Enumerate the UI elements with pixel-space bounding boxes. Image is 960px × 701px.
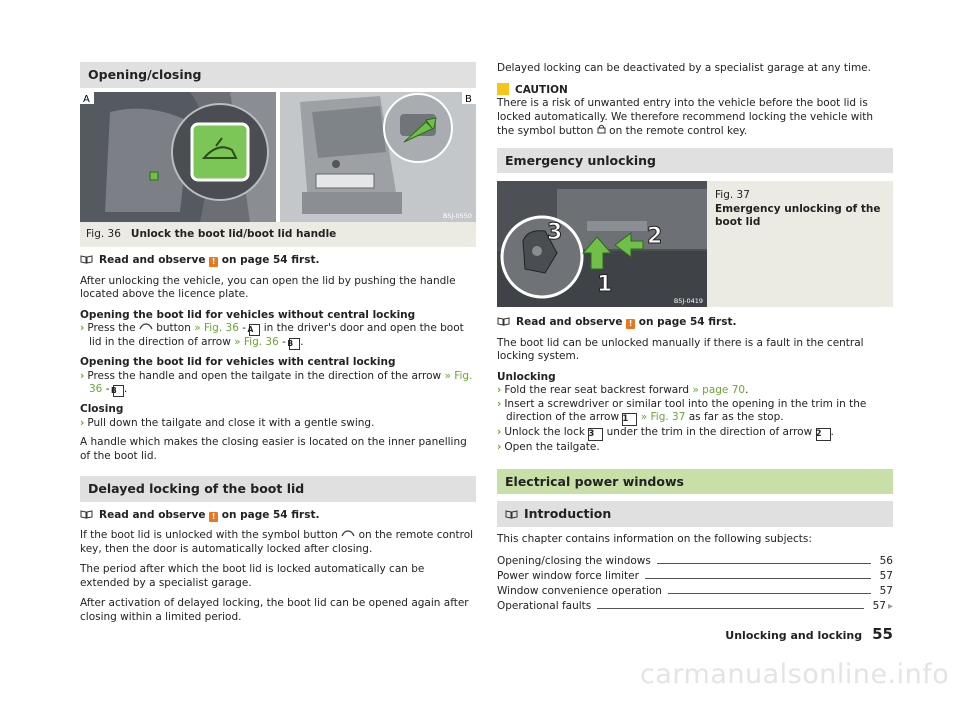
table-of-contents <box>497 553 893 613</box>
section-header-opening-closing: Opening/closing <box>80 62 476 88</box>
figure-code: B5J-0550 <box>442 211 472 220</box>
section-header-delayed-locking: Delayed locking of the boot lid <box>80 476 476 502</box>
toc-item-page: 57 <box>879 584 893 597</box>
intro-text: After unlocking the vehicle, you can open the lid by pushing the handle located above the licence plate. <box>80 274 456 300</box>
callout-1: 1 <box>597 272 613 297</box>
section-header-emergency-unlocking: Emergency unlocking <box>497 148 893 174</box>
list-item: › Unlock the lock 3 under the trim in the direction of arrow 2 . <box>497 426 834 439</box>
heading-with-central-locking: Opening the boot lid for vehicles with central locking <box>80 356 396 368</box>
figure-label-a: A <box>83 93 90 105</box>
list-item: › Insert a screwdriver or similar tool into the opening in the trim in the direction of the arrow 1 » Fig. 37 as far as the stop. <box>497 397 867 424</box>
chapter-text: This chapter contains information on the following subjects: <box>497 532 812 545</box>
figure-37 <box>497 181 893 307</box>
continue-arrow-icon: ▸ <box>887 600 893 612</box>
toc-leader-line <box>657 563 871 564</box>
caption-number: Fig. 37 <box>715 189 750 201</box>
callout-number: 1 <box>622 413 637 426</box>
figure-label-b: B <box>465 93 472 105</box>
read-observe-note: Read and observe ! on page 54 first. <box>80 509 476 523</box>
toc-item-title: Operational faults <box>497 599 592 612</box>
toc-item[interactable] <box>497 568 893 583</box>
callout-3: 3 <box>547 220 563 245</box>
page-footer <box>700 625 893 643</box>
heading-without-central-locking: Opening the boot lid for vehicles without central locking <box>80 308 416 321</box>
toc-item-title: Opening/closing the windows <box>497 554 651 567</box>
toc-item[interactable] <box>497 553 893 568</box>
warning-icon: ! <box>209 512 218 522</box>
callout-number: 3 <box>588 428 603 441</box>
caution-icon <box>497 83 509 95</box>
figure-link[interactable]: » Fig. 36 <box>89 369 473 395</box>
callout-number: 2 <box>816 428 831 441</box>
caption-text: Emergency unlocking of the boot lid <box>715 202 881 228</box>
deactivation-text: Delayed locking can be deactivated by a specialist garage at any time. <box>497 62 871 74</box>
section-header-electrical-windows: Electrical power windows <box>497 469 893 495</box>
toc-leader-line <box>597 608 864 609</box>
footer-section: Unlocking and locking <box>725 629 863 642</box>
caption-text: Unlock the boot lid/boot lid handle <box>130 227 337 240</box>
caption-number: Fig. 36 <box>86 227 121 240</box>
page-number: 55 <box>872 625 893 643</box>
heading-closing: Closing <box>80 403 124 415</box>
caution-box: CAUTION There is a risk of unwanted entry into the vehicle before the boot lid is locked automatically. We therefore recommend locking the vehicle with the symbol button on the remote control key. <box>497 83 874 137</box>
figure-36 <box>80 92 476 222</box>
toc-item[interactable] <box>497 598 893 613</box>
emergency-text: The boot lid can be unlocked manually if there is a fault in the central locking system. <box>497 336 864 362</box>
page-link[interactable]: » page 70 <box>692 384 746 396</box>
caution-title: CAUTION <box>515 83 568 96</box>
toc-leader-line <box>645 578 871 579</box>
callout-2: 2 <box>647 224 663 249</box>
book-icon <box>505 510 518 519</box>
figure-code: B5J-0419 <box>673 297 703 305</box>
figure-link[interactable]: » Fig. 36 <box>194 322 239 334</box>
emergency-unlocking-illustration <box>497 181 707 307</box>
delayed-locking-text-2: The period after which the boot lid is locked automatically can be extended by a specialist garage. <box>80 563 425 589</box>
figure-link[interactable]: » Fig. 36 <box>234 336 279 348</box>
list-item: › Press the button » Fig. 36 - A in the driver's door and open the boot lid in the direction of arrow » Fig. 36 - B . <box>80 322 464 348</box>
toc-item-title: Window convenience operation <box>497 584 662 597</box>
toc-item-page: 57 <box>872 599 886 612</box>
lock-icon <box>597 124 606 134</box>
watermark: carmanualsonline.info <box>640 659 950 690</box>
toc-item-page: 57 <box>879 569 893 582</box>
read-observe-note: Read and observe ! on page 54 first. <box>80 254 476 268</box>
toc-leader-line <box>668 593 871 594</box>
toc-item-title: Power window force limiter <box>497 569 639 582</box>
list-item: › Press the handle and open the tailgate in the direction of the arrow » Fig. 36 - B . <box>80 369 473 395</box>
list-item: › Pull down the tailgate and close it with a gentle swing. <box>80 416 375 429</box>
warning-icon: ! <box>626 319 635 329</box>
boot-lid-illustration <box>80 92 476 222</box>
left-column <box>80 0 476 631</box>
car-icon <box>341 530 355 538</box>
book-icon <box>497 317 510 326</box>
key-label: A <box>249 324 260 336</box>
toc-item-page: 56 <box>879 554 893 567</box>
read-observe-note: Read and observe ! on page 54 first. <box>497 316 893 330</box>
handle-text: A handle which makes the closing easier is located on the inner panelling of the boot lid. <box>80 436 467 462</box>
figure-link[interactable]: » Fig. 37 <box>640 411 686 423</box>
toc-item[interactable] <box>497 583 893 598</box>
right-column <box>497 0 893 613</box>
delayed-locking-text-3: After activation of delayed locking, the boot lid can be opened again after closing within a limited period. <box>80 597 469 623</box>
key-label: B <box>289 338 300 350</box>
heading-unlocking: Unlocking <box>497 370 556 383</box>
key-label: B <box>113 385 124 397</box>
subsection-header-introduction: Introduction <box>497 501 893 527</box>
delayed-locking-text-1: If the boot lid is unlocked with the symbol button on the remote control key, then the door is automatically locked after closing. <box>80 529 474 555</box>
list-item: › Fold the rear seat backrest forward » page 70. <box>497 384 749 396</box>
figure-37-caption <box>707 181 893 307</box>
warning-icon: ! <box>209 257 218 267</box>
book-icon <box>80 255 93 264</box>
figure-36-caption <box>80 222 476 248</box>
book-icon <box>80 510 93 519</box>
list-item: › Open the tailgate. <box>497 441 600 453</box>
car-icon <box>139 323 153 331</box>
